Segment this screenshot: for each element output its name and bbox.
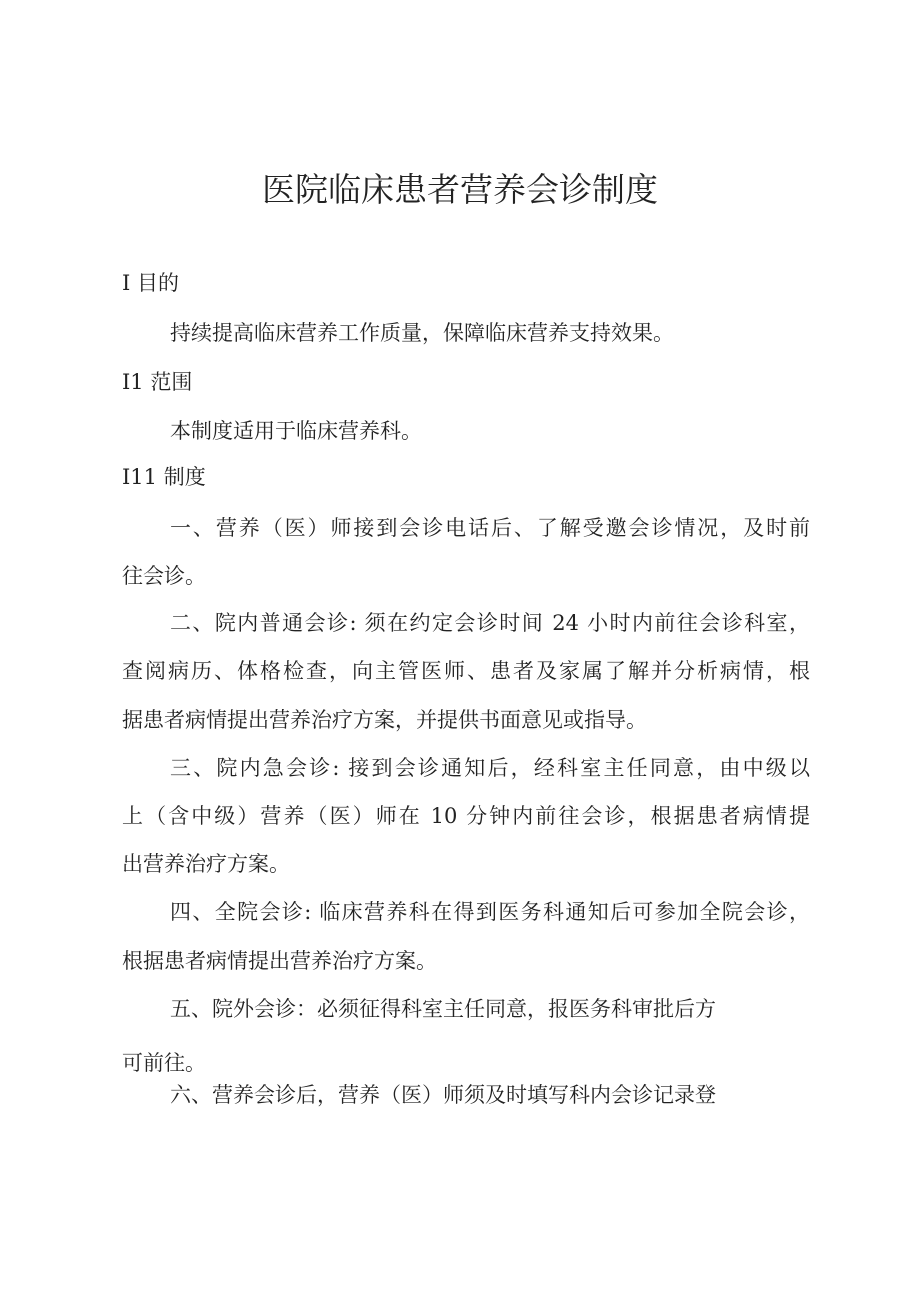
policy-item-3-line-3: 出营养治疗方案。 (122, 852, 290, 876)
policy-item-3-line-2: 上（含中级）营养（医）师在 10 分钟内前往会诊，根据患者病情提 (122, 804, 810, 828)
policy-item-3-line-1: 三、院内急会诊: 接到会诊通知后，经科室主任同意，由中级以 (170, 756, 810, 780)
policy-item-1-line-1: 一、营养（医）师接到会诊电话后、了解受邀会诊情况，及时前 (170, 516, 810, 540)
section-heading-scope: I1 范围 (122, 370, 193, 394)
document-title: 医院临床患者营养会诊制度 (262, 170, 658, 209)
policy-item-2-line-1: 二、院内普通会诊: 须在约定会诊时间 24 小时内前往会诊科室， (170, 611, 810, 635)
policy-item-2-line-2: 查阅病历、体格检查，向主管医师、患者及家属了解并分析病情，根 (122, 659, 810, 683)
section-text-purpose: 持续提高临床营养工作质量，保障临床营养支持效果。 (170, 321, 674, 345)
policy-item-2-line-3: 据患者病情提出营养治疗方案，并提供书面意见或指导。 (122, 708, 647, 732)
policy-item-5-line-2: 可前往。 (122, 1051, 206, 1075)
policy-item-1-line-2: 往会诊。 (122, 564, 206, 588)
policy-item-4-line-1: 四、全院会诊: 临床营养科在得到医务科通知后可参加全院会诊， (170, 900, 810, 924)
policy-item-4-line-2: 根据患者病情提出营养治疗方案。 (122, 949, 437, 973)
policy-item-6-line-1: 六、营养会诊后，营养（医）师须及时填写科内会诊记录登 (170, 1083, 716, 1107)
section-heading-purpose: I 目的 (122, 271, 179, 295)
section-text-scope: 本制度适用于临床营养科。 (170, 419, 422, 443)
section-heading-policy: I11 制度 (122, 465, 206, 489)
policy-item-5-line-1: 五、院外会诊：必须征得科室主任同意，报医务科审批后方 (170, 997, 716, 1021)
